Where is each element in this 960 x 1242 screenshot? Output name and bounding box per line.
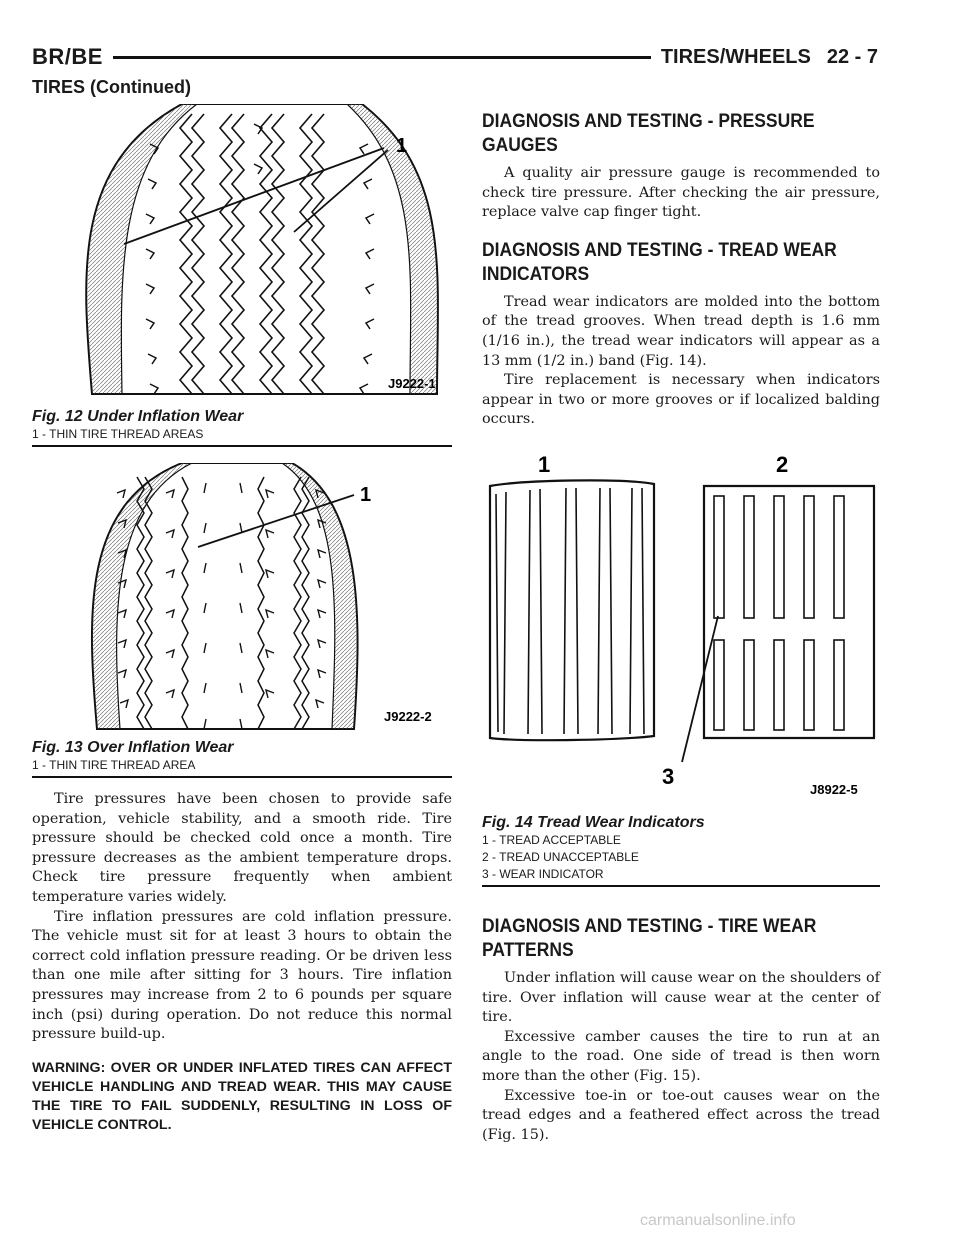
fig12-rule <box>32 445 452 447</box>
header-model: BR/BE <box>32 44 103 69</box>
fig14-legend-2: 2 - TREAD UNACCEPTABLE <box>482 849 639 864</box>
tire-pressure-paragraph: Tire pressures have been chosen to provide safe operation, vehicle stability, and a smooth ride. Tire pressure should be checked cold once a month. Tire pressure decreases as the ambient temperature drops. Check tire pressure frequently when ambient temperature varies widely. <box>32 791 452 905</box>
fig14-title: Fig. 14 Tread Wear Indicators <box>482 813 705 831</box>
fig14-callout-1: 1 <box>538 451 551 477</box>
warning-text: WARNING: OVER OR UNDER INFLATED TIRES CAN AFFECT VEHICLE HANDLING AND TREAD WEAR. THIS MAY CAUSE THE TIRE TO FAIL SUDDENLY, RESULTING IN LOSS OF VEHICLE CONTROL. <box>32 1059 452 1133</box>
fig12-code: J9222-1 <box>388 376 436 391</box>
tread-wear-indicators-illustration <box>482 444 880 810</box>
fig14-rule <box>482 885 880 887</box>
fig12-title: Fig. 12 Under Inflation Wear <box>32 408 244 425</box>
fig12-callout-1: 1 <box>396 135 408 157</box>
fig13-title: Fig. 13 Over Inflation Wear <box>32 739 234 756</box>
figure-14 <box>482 444 880 887</box>
pressure-gauges-heading: DIAGNOSIS AND TESTING - PRESSURE GAUGES <box>482 111 815 156</box>
continued-heading: TIRES (Continued) <box>32 77 191 97</box>
inflation-pressure-paragraph: Tire inflation pressures are cold inflation pressure. The vehicle must sit for at least 3 hours to obtain the correct cold inflation pressure reading. Or be driven less than one mile after sitting for 3 hours. Tire inflation pressures may increase from 2 to 6 pounds per square inch (psi) during operation. Do not reduce this normal pressure build-up. <box>32 908 452 1043</box>
tire-wear-paragraph-2: Excessive camber causes the tire to run at an angle to the road. One side of tread is then worn more than the other (Fig. 15). <box>482 1028 880 1084</box>
watermark: carmanualsonline.info <box>640 1212 796 1229</box>
fig13-rule <box>32 776 452 778</box>
fig14-legend-1: 1 - TREAD ACCEPTABLE <box>482 832 621 847</box>
header-section: TIRES/WHEELS <box>660 45 811 68</box>
figure-13 <box>32 463 452 778</box>
figure-12 <box>32 104 452 447</box>
fig14-callout-2: 2 <box>776 451 789 477</box>
tire-wear-paragraph-1: Under inflation will cause wear on the shoulders of tire. Over inflation will cause wear at the center of tire. <box>482 969 880 1026</box>
right-column <box>482 110 880 1145</box>
tread-wear-heading: DIAGNOSIS AND TESTING - TREAD WEAR INDICATORS <box>482 239 837 285</box>
fig13-code: J9222-2 <box>384 709 432 724</box>
tread-wear-paragraph-1: Tread wear indicators are molded into the bottom of the tread grooves. When tread depth is 1.6 mm (1/16 in.), the tread wear indicators will appear as a 13 mm (1/2 in.) band (Fig. 14). <box>482 293 880 369</box>
fig14-code: J8922-5 <box>810 781 858 797</box>
tire-wear-paragraph-3: Excessive toe-in or toe-out causes wear on the tread edges and a feathered effect across the tread (Fig. 15). <box>482 1087 880 1143</box>
under-inflation-tire-illustration <box>32 104 452 404</box>
fig13-callout-1: 1 <box>360 484 372 506</box>
pressure-gauges-paragraph: A quality air pressure gauge is recommended to check tire pressure. After checking the air pressure, replace valve cap finger tight. <box>482 165 880 221</box>
tread-wear-paragraph-2: Tire replacement is necessary when indicators appear in two or more grooves or if localized balding occurs. <box>482 372 880 428</box>
page-number: 22 - 7 <box>826 45 878 68</box>
fig14-callout-3: 3 <box>662 763 675 789</box>
tire-wear-patterns-heading: DIAGNOSIS AND TESTING - TIRE WEAR PATTERNS <box>482 915 817 961</box>
page-header <box>32 44 878 70</box>
fig12-legend-1: 1 - THIN TIRE THREAD AREAS <box>32 427 204 441</box>
fig13-legend-1: 1 - THIN TIRE THREAD AREA <box>32 758 196 772</box>
header-rule <box>113 56 651 59</box>
fig14-legend-3: 3 - WEAR INDICATOR <box>482 866 604 881</box>
left-column <box>32 104 452 1135</box>
over-inflation-tire-illustration <box>32 463 452 735</box>
